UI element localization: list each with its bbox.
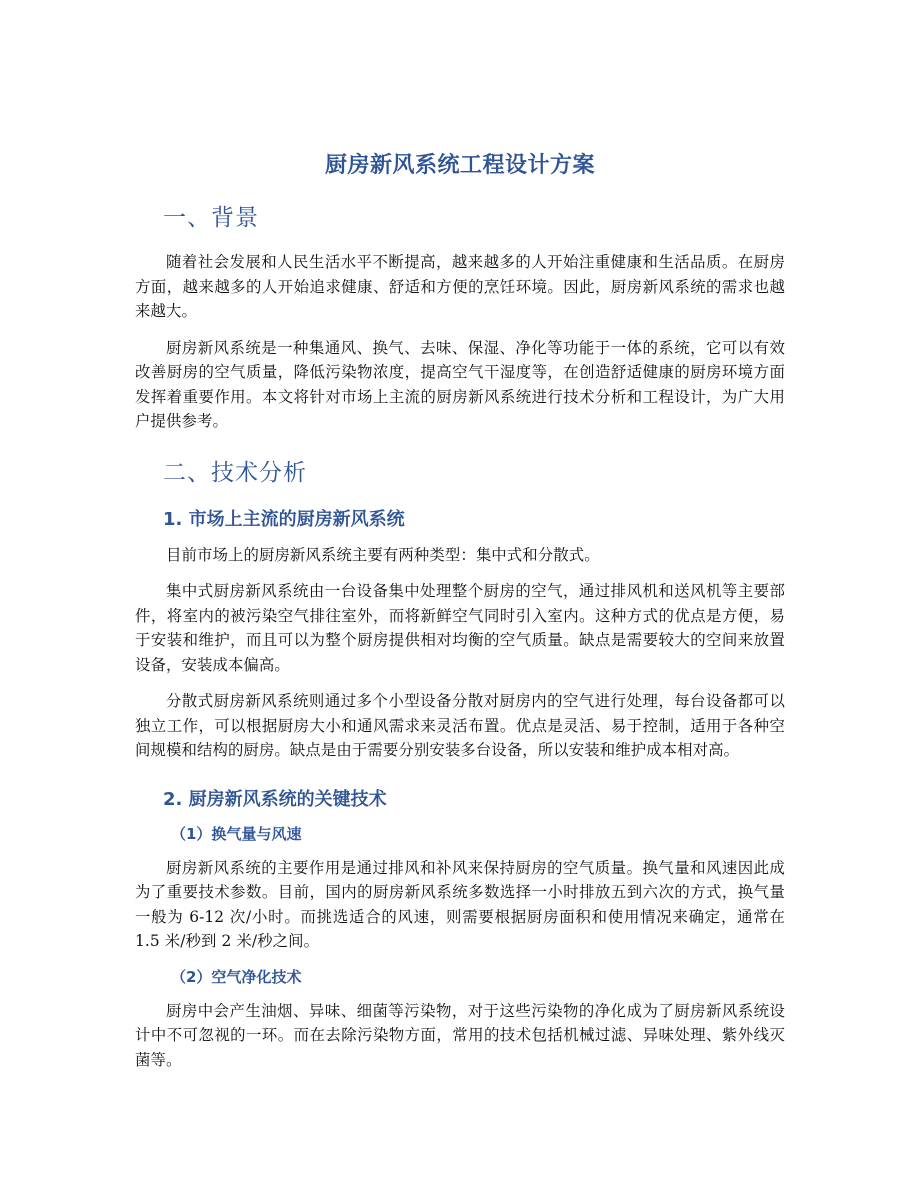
paragraph: 厨房新风系统是一种集通风、换气、去味、保湿、净化等功能于一体的系统，它可以有效改善厨房的空气质量，降低污染物浓度，提高空气干湿度等，在创造舒适健康的厨房环境方面发挥着重要作用。本文将针对市场上主流的厨房新风系统进行技术分析和工程设计，为广大用户提供参考。	[135, 338, 785, 430]
paragraph: 集中式厨房新风系统由一台设备集中处理整个厨房的空气，通过排风机和送风机等主要部件，将室内的被污染空气排往室外，而将新鲜空气同时引入室内。这种方式的优点是方便，易于安装和维护，而且可以为整个厨房提供相对均衡的空气质量。缺点是需要较大的空间来放置设备，安装成本偏高。	[135, 582, 785, 674]
section-heading: 一、背景	[163, 205, 259, 231]
item-heading: （1）换气量与风速	[171, 824, 302, 843]
paragraph: 厨房中会产生油烟、异味、细菌等污染物，对于这些污染物的净化成为了厨房新风系统设计中不可忽视的一环。而在去除污染物方面，常用的技术包括机械过滤、异味处理、紫外线灭菌等。	[135, 1001, 785, 1069]
paragraph: 分散式厨房新风系统则通过多个小型设备分散对厨房内的空气进行处理，每台设备都可以独立工作，可以根据厨房大小和通风需求来灵活布置。优点是灵活、易于控制，适用于各种空间规模和结构的厨房。缺点是由于需要分别安装多台设备，所以安装和维护成本相对高。	[135, 692, 785, 759]
section-background	[135, 199, 785, 434]
subsection-heading: 2. 厨房新风系统的关键技术	[163, 788, 387, 810]
paragraph: 厨房新风系统的主要作用是通过排风和补风来保持厨房的空气质量。换气量和风速因此成为了重要技术参数。目前，国内的厨房新风系统多数选择一小时排放五到六次的方式，换气量一般为 6-12 次/小时。而挑选适合的风速，则需要根据厨房面积和使用情况来确定，通常在 1.5 米/秒到 2 米/秒之间。	[135, 858, 785, 950]
document-title: 厨房新风系统工程设计方案	[324, 153, 595, 178]
item-air-purification	[135, 966, 785, 1073]
paragraph: 目前市场上的厨房新风系统主要有两种类型：集中式和分散式。	[166, 545, 600, 564]
section-heading: 二、技术分析	[163, 459, 307, 486]
section-technical-analysis	[135, 454, 785, 1073]
subsection-mainstream-systems	[135, 505, 785, 763]
subsection-key-technologies	[135, 785, 785, 1073]
item-heading: （2）空气净化技术	[171, 967, 302, 986]
document-body	[135, 140, 785, 1084]
paragraph: 随着社会发展和人民生活水平不断提高，越来越多的人开始注重健康和生活品质。在厨房方面，越来越多的人开始追求健康、舒适和方便的烹饪环境。因此，厨房新风系统的需求也越来越大。	[135, 253, 785, 320]
item-air-exchange	[135, 823, 785, 954]
subsection-heading: 1. 市场上主流的厨房新风系统	[163, 508, 405, 530]
